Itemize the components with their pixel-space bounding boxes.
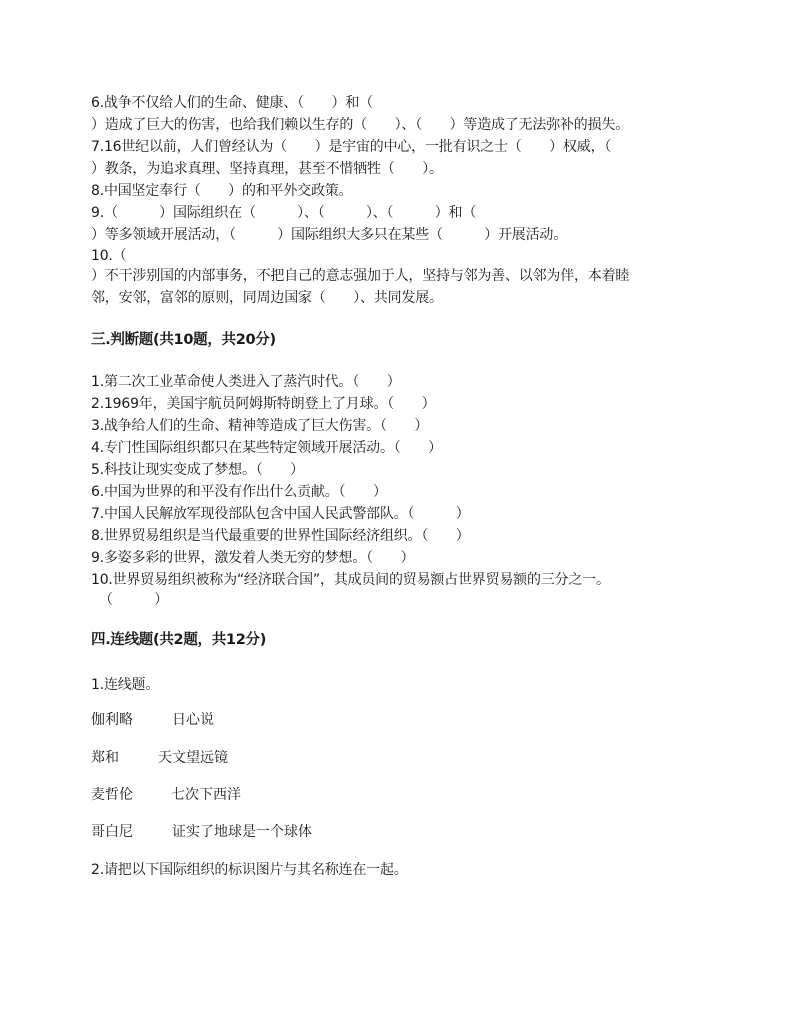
judge-item-4: 4.专门性国际组织都只在某些特定领域开展活动。（ ）	[91, 440, 442, 456]
match-left-item: 哥白尼	[91, 824, 133, 840]
fill-q10-line1: 10.（	[91, 248, 127, 264]
fill-q7-line1: 7.16世纪以前，人们曾经认为（ ）是宇宙的中心，一批有识之士（ ）权威，（	[91, 139, 612, 155]
match-q1-prompt: 1.连线题。	[91, 677, 160, 693]
fill-q6-line1: 6.战争不仅给人们的生命、健康、（ ）和（	[91, 95, 373, 111]
fill-q8: 8.中国坚定奉行（ ）的和平外交政策。	[91, 183, 353, 199]
judge-item-1: 1.第二次工业革命使人类进入了蒸汽时代。（ ）	[91, 374, 401, 390]
section-judge-heading: 三.判断题(共10题，共20分)	[91, 332, 276, 348]
fill-q10-line2: ）不干涉别国的内部事务，不把自己的意志强加于人，坚持与邻为善、以邻为伴，本着睦	[91, 268, 630, 284]
judge-item-8: 8.世界贸易组织是当代最重要的世界性国际经济组织。（ ）	[91, 528, 470, 544]
match-left-item: 伽利略	[91, 712, 133, 728]
judge-item-3: 3.战争给人们的生命、精神等造成了巨大伤害。（ ）	[91, 418, 429, 434]
match-right-item: 证实了地球是一个球体	[172, 824, 312, 840]
fill-q10-line3: 邻，安邻，富邻的原则，同周边国家（ ）、共同发展。	[91, 290, 443, 306]
judge-item-5: 5.科技让现实变成了梦想。（ ）	[91, 462, 304, 478]
judge-item-6: 6.中国为世界的和平没有作出什么贡献。（ ）	[91, 484, 387, 500]
judge-item-9: 9.多姿多彩的世界，激发着人类无穷的梦想。（ ）	[91, 550, 415, 566]
fill-q6-line2: ）造成了巨大的伤害，也给我们赖以生存的（ ）、（ ）等造成了无法弥补的损失。	[91, 117, 629, 133]
fill-q9-line1: 9.（ ）国际组织在（ ）、（ ）、（ ）和（	[91, 205, 477, 221]
match-right-item: 日心说	[172, 712, 214, 728]
match-right-item: 天文望远镜	[158, 750, 228, 766]
match-right-item: 七次下西洋	[171, 787, 241, 803]
judge-item-10-blank: （ ）	[99, 592, 168, 608]
match-q2-prompt: 2.请把以下国际组织的标识图片与其名称连在一起。	[91, 862, 408, 878]
judge-item-7: 7.中国人民解放军现役部队包含中国人民武警部队。（ ）	[91, 506, 470, 522]
match-left-item: 郑和	[91, 750, 119, 766]
section-match-heading: 四.连线题(共2题，共12分)	[91, 632, 267, 648]
fill-q7-line2: ）教条，为追求真理、坚持真理，甚至不惜牺牲（ ）。	[91, 161, 443, 177]
fill-q9-line2: ）等多领域开展活动，（ ）国际组织大多只在某些（ ）开展活动。	[91, 227, 567, 243]
match-left-item: 麦哲伦	[91, 787, 133, 803]
judge-item-2: 2.1969年，美国宇航员阿姆斯特朗登上了月球。（ ）	[91, 396, 436, 412]
judge-item-10: 10.世界贸易组织被称为“经济联合国”，其成员间的贸易额占世界贸易额的三分之一。	[91, 572, 610, 588]
